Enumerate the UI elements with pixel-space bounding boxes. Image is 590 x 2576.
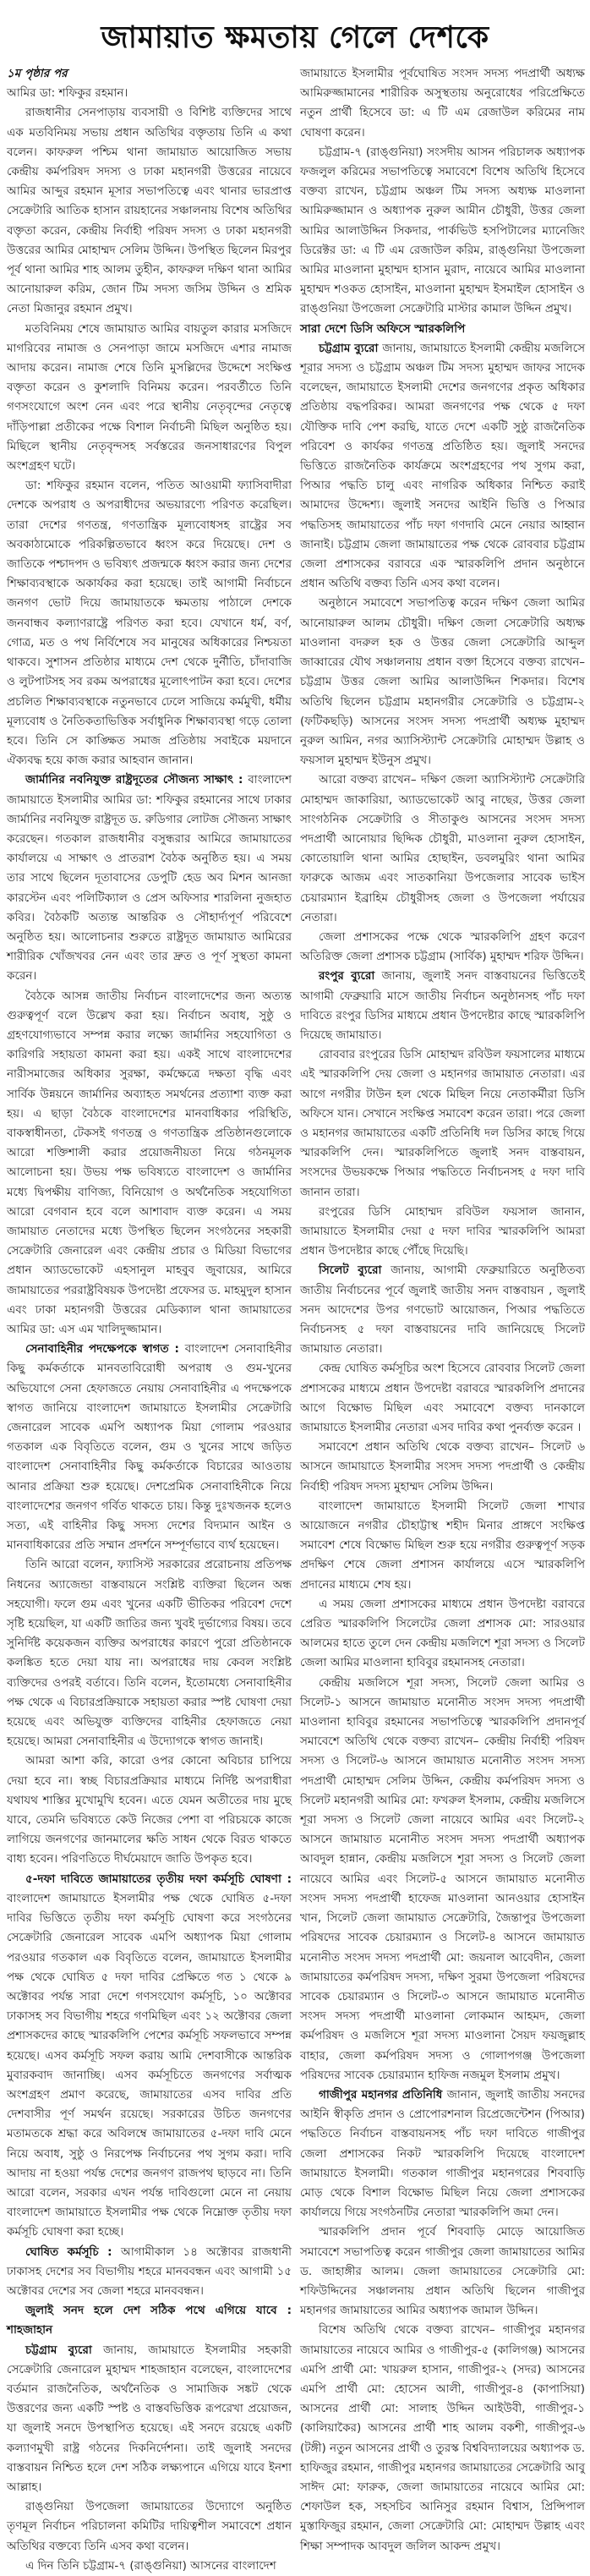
paragraph-text: কেন্দ্রীয় মজলিসে শূরা সদস্য, সিলেট জেলা আমির ও সিলেট-১ আসনে জামায়াত মনোনীত সংসদ সদস্য পদপ্রার্থী মাওলানা হাবিবুর রহমানের সভাপতিত্বে স্মারকলিপি প্রদানপূর্ব সমাবেশে অতিথি থেকে বক্তব্য রাখেন– কেন্দ্রীয় নির্বাহী পরিষদ সদস্য ও সিলেট-৬ আসনে জামায়াত মনোনীত সংসদ সদস্য পদপ্রার্থী মোহাম্মদ সেলিম উদ্দিন, কেন্দ্রীয় কর্মপরিষদ সদস্য ও সিলেট মহানগরী আমির মো: ফখরুল ইসলাম, কেন্দ্রীয় মজলিসে শূরা সদস্য ও সিলেট জেলা নায়েবে আমির এবং সিলেট-২ আসনে জামায়াত মনোনীত সংসদ সদস্য পদপ্রার্থী অধ্যাপক আবদুল হান্নান, কেন্দ্রীয় মজলিসে শূরা সদস্য ও সিলেট জেলা নায়েবে আমির এবং সিলেট-৫ আসনে জামায়াত মনোনীত সংসদ সদস্য পদপ্রার্থী হাফেজ মাওলানা আনওয়ার হোসাইন খান, সিলেট জেলা জামায়াত সেক্রেটারি, জৈন্তাপুর উপজেলা পরিষদের সাবেক চেয়ারম্যান ও সিলেট-৪ আসনে জামায়াত মনোনীত সংসদ সদস্য পদপ্রার্থী মো: জয়নাল আবেদীন, জেলা জামায়াতের কর্মপরিষদ সদস্য, দক্ষিণ সুরমা উপজেলা পরিষদের সাবেক চেয়ারম্যান ও সিলেট-৩ আসনে জামায়াত মনোনীত সংসদ সদস্য পদপ্রার্থী মাওলানা লোকমান আহমদ, জেলা কর্মপরিষদ ও মজলিসে শূরা সদস্য মাওলানা সৈয়দ ফয়জুল্লাহ বাহার, জেলা কর্মপরিষদ সদস্য ও গোলাপগঞ্জ উপজেলা পরিষদের সাবেক চেয়ারম্যান হাফিজ নজমুল ইসলাম প্রমুখ।	[300, 1675, 585, 2082]
paragraph	[300, 2321, 585, 2556]
paragraph	[7, 476, 292, 770]
paragraph	[300, 1359, 585, 1438]
paragraph-text: জুলাই সনদ হলে দেশ সঠিক পথে এগিয়ে যাবে : শাহজাহান	[7, 2304, 292, 2338]
left-column	[7, 64, 292, 2576]
paragraph	[7, 1340, 292, 1555]
paragraph	[7, 320, 292, 477]
paragraph	[300, 143, 585, 320]
paragraph-text: বাংলাদেশ জামায়াতে ইসলামীর পক্ষ থেকে ঘোষিত ৫-দফা দাবির ভিত্তিতে তৃতীয় দফা কর্মসূচি ঘোষণা করে সংগঠনের সেক্রেটারি জেনারেল সাবেক এমপি অধ্যাপক মিয়া গোলাম পরওয়ার গতকাল এক বিবৃতিতে বলেন, জামায়াতে ইসলামীর পক্ষ থেকে ঘোষিত ৫ দফা দাবির প্রেক্ষিতে গত ১ থেকে ৯ অক্টোবর পর্যন্ত সারা দেশে গণসংযোগ কর্মসূচি, ১০ অক্টোবর ঢাকাসহ সব বিভাগীয় শহরে গণমিছিল এবং ১২ অক্টোবর জেলা প্রশাসকদের কাছে স্মারকলিপি পেশের কর্মসূচি সফলভাবে সম্পন্ন হয়েছে। এসব কর্মসূচি সফল করায় আমি দেশবাসীকে আন্তরিক মুবারকবাদ জানাচ্ছি। এসব কর্মসূচিতে জনগণের সর্বাত্মক অংশগ্রহণ প্রমাণ করেছে, জামায়াতের এসব দাবির প্রতি দেশবাসীর পূর্ণ সমর্থন রয়েছে। সরকারের উচিত জনগণের মতামতকে শ্রদ্ধা করে অবিলম্বে জামায়াতের ৫-দফা দাবি মেনে নিয়ে অবাধ, সুষ্ঠু ও নিরপেক্ষ নির্বাচনের পথ সুগম করা। দাবি আদায় না হওয়া পর্যন্ত দেশের জনগণ রাজপথ ছাড়বে না। তিনি আরো বলেন, সরকার এখন পর্যন্ত দাবিগুলো মেনে না নেয়ায় বাংলাদেশ জামায়াতে ইসলামীর পক্ষ থেকে নিম্নোক্ত তৃতীয় দফা কর্মসূচি ঘোষণা করা হচ্ছে।	[7, 1891, 292, 2239]
paragraph-lead: রংপুর ব্যুরো	[319, 969, 382, 984]
paragraph	[7, 770, 292, 986]
paragraph-text: তিনি আরো বলেন, ফ্যাসিস্ট সরকারের প্ররোচনায় প্রতিপক্ষ নিধনের অ্যাজেন্ডা বাস্তবায়নে সংশ্লিষ্ট ব্যক্তিরা ছিলেন অন্ধ সহযোগী। ফলে গুম এবং খুনের একটি ভীতিকর পরিবেশ দেশে সৃষ্টি হয়েছিল, যা একটি জাতির জন্য খুবই দুর্ভাগ্যের বিষয়। তবে সুনির্দিষ্ট কয়েকজন ব্যক্তির অপরাধের কারণে পুরো প্রতিষ্ঠানকে কলঙ্কিত হতে দেয়া যায় না। অপরাধের দায় কেবল সংশ্লিষ্ট ব্যক্তিদের ওপরই বর্তাবে। তিনি বলেন, ইতোমধ্যে সেনাবাহিনীর পক্ষ থেকে এ বিচারপ্রক্রিয়াকে সহায়তা করার স্পষ্ট ঘোষণা দেয়া হয়েছে এবং অভিযুক্ত ব্যক্তিদের বাহিনীর হেফাজতে নেয়া হয়েছে। আমরা সেনাবাহিনীর এ উদ্যোগকে স্বাগত জানাই।	[7, 1558, 292, 1749]
paragraph-text: এ সময় জেলা প্রশাসকের মাধ্যমে প্রধান উপদেষ্টা বরাবরে প্রেরিত স্মারকলিপি সিলেটের জেলা প্রশাসক মো: সারওয়ার আলমের হাতে তুলে দেন কেন্দ্রীয় মজলিশে শূরা সদস্য ও সিলেট জেলা আমির মাওলানা হাবিবুর রহমানসহ নেতারা।	[300, 1597, 585, 1670]
paragraph	[7, 2243, 292, 2302]
paragraph-lead: ৫-দফা দাবিতে জামায়াতের তৃতীয় দফা কর্মসূচি ঘোষণা :	[25, 1872, 292, 1886]
paragraph-text: আরো বক্তব্য রাখেন– দক্ষিণ জেলা অ্যাসিস্ট্যান্ট সেক্রেটারি মোহাম্মদ জাকারিয়া, অ্যাডভোকেট আবু নাছের, উত্তর জেলা সাংগঠনিক সেক্রেটারি ও সীতাকুণ্ড আসনের সংসদ সদস্য পদপ্রার্থী আনোয়ার ছিদ্দিক চৌধুরী, মাওলানা নুরুল হোসাইন, কোতোয়ালি থানা আমির হোছাইন, ডবলমুরিং থানা আমির ফারুকে আজম এবং সাতকানিয়া উপজেলার সাবেক ভাইস চেয়ারম্যান ইব্রাহিম চৌধুরীসহ জেলা ও উপজেলা পর্যায়ের নেতারা।	[300, 773, 585, 924]
paragraph	[7, 84, 292, 103]
paragraph-text: আমির ডা: শফিকুর রহমান।	[7, 86, 128, 101]
continued-from-label: ১ম পৃষ্ঠার পর	[7, 67, 68, 80]
paragraph	[300, 64, 585, 143]
paragraph-text: রাজধানীর সেনপাড়ায় ব্যবসায়ী ও বিশিষ্ট ব্যক্তিদের সাথে এক মতবিনিময় সভায় প্রধান অতিথির বক্তৃতায় তিনি এ কথা বলেন। কাফরুল পশ্চিম থানা জামায়াত আয়োজিত সভায় কেন্দ্রীয় কর্মপরিষদ সদস্য ও ঢাকা মহানগরী উত্তরের নায়েবে আমির আব্দুর রহমান মূসার সভাপতিত্বে এবং থানার ভারপ্রাপ্ত সেক্রেটারি আতিক হাসান রায়হানের সঞ্চালনায় বিশেষ অতিথির বক্তৃতা করেন, কেন্দ্রীয় নির্বাহী পরিষদ সদস্য ও ঢাকা মহানগরী উত্তরের আমির মোহাম্মদ সেলিম উদ্দিন। উপস্থিত ছিলেন মিরপুর পূর্ব থানা আমির শাহ আলম তুহীন, কাফরুল দক্ষিণ থানা আমির আনোয়ারুল করিম, জোন টিম সদস্য জসিম উদ্দিন ও শ্রমিক নেতা মিজানুর রহমান প্রমুখ।	[7, 106, 292, 316]
paragraph	[300, 1203, 585, 1262]
paragraph	[300, 1497, 585, 1595]
paragraph	[300, 770, 585, 928]
paragraph	[7, 2341, 292, 2498]
paragraph-text: আমরা আশা করি, কারো ওপর কোনো অবিচার চাপিয়ে দেয়া হবে না। স্বচ্ছ বিচারপ্রক্রিয়ার মাধ্যমে নির্দিষ্ট অপরাধীরা যথাযথ শাস্তির মুখোমুখি হবেন। এতে যেমন অতীতের দায় মুছে যাবে, তেমনি ভবিষ্যতে কেউ নিজের পেশা বা পরিচয়কে কাজে লাগিয়ে জনগণের জানমালের ক্ষতি সাধন থেকে বিরত থাকতে বাধ্য হবেন। পরিণতিতে দীর্ঘমেয়াদে জাতি উপকৃত হবে।	[7, 1754, 292, 1866]
paragraph	[7, 64, 292, 84]
paragraph	[300, 967, 585, 1045]
section-heading	[300, 320, 585, 339]
paragraph-text: বৈঠকে আসন্ন জাতীয় নির্বাচন বাংলাদেশের জন্য অত্যন্ত গুরুত্বপূর্ণ বলে উল্লেখ করা হয়। নির্বাচন অবাধ, সুষ্ঠু ও গ্রহণযোগ্যভাবে সম্পন্ন করার লক্ষ্যে জার্মানির সহযোগিতা ও কারিগরি সহায়তা কামনা করা হয়। একই সাথে বাংলাদেশের নারীসমাজের অধিকার সুরক্ষা, কর্মক্ষেত্রে দক্ষতা বৃদ্ধি এবং সার্বিক উন্নয়নে জার্মানির অব্যাহত সমর্থনের প্রত্যাশা ব্যক্ত করা হয়। এ ছাড়া বৈঠকে বাংলাদেশের মানবাধিকার পরিস্থিতি, বাকস্বাধীনতা, টেকসই গণতন্ত্র ও গণতান্ত্রিক প্রতিষ্ঠানগুলোকে আরো শক্তিশালী করার প্রয়োজনীয়তা নিয়ে গঠনমূলক আলোচনা হয়। উভয় পক্ষ ভবিষ্যতে বাংলাদেশ ও জার্মানির মধ্যে দ্বিপক্ষীয় বাণিজ্য, বিনিয়োগ ও অর্থনৈতিক সহযোগিতা আরো বেগবান হবে বলে আশাবাদ ব্যক্ত করেন। এ সময় জামায়াত নেতাদের মধ্যে উপস্থিত ছিলেন সংগঠনের সহকারী সেক্রেটারি জেনারেল এবং কেন্দ্রীয় প্রচার ও মিডিয়া বিভাগের প্রধান অ্যাডভোকেট এহসানুল মাহবুব জুবায়ের, আমিরে জামায়াতের পররাষ্ট্রবিষয়ক উপদেষ্টা প্রফেসর ড. মাহমুদুল হাসান এবং ঢাকা মহানগরী উত্তরের মেডিক্যাল থানা জামায়াতের আমির ডা: এস এম খালিদুজ্জামান।	[7, 989, 292, 1336]
paragraph	[7, 1555, 292, 1751]
paragraph	[300, 1674, 585, 2085]
paragraph-text: সমাবেশে প্রধান অতিথি থেকে বক্তব্য রাখেন– সিলেট ৬ আসনে জামায়াতে ইসলামীর সংসদ সদস্য পদপ্রার্থী ও কেন্দ্রীয় নির্বাহী পরিষদ সদস্য মুহাম্মদ সেলিম উদ্দিন।	[300, 1440, 585, 1494]
paragraph	[300, 1045, 585, 1203]
right-column	[300, 64, 585, 2576]
paragraph-text: মতবিনিময় শেষে জামায়াত আমির বায়তুল কারার মসজিদে মাগরিবের নামাজ ও সেনপাড়া জামে মসজিদে এশার নামাজ আদায় করেন। নামাজ শেষে তিনি মুসল্লিদের উদ্দেশে সংক্ষিপ্ত বক্তৃতা করেন ও কুশলাদি বিনিময় করেন। পরবর্তীতে তিনি গণসংযোগে অংশ নেন এবং পরে স্থানীয় নেতৃবৃন্দের নেতৃত্বে দাঁড়িপাল্লা প্রতীকের পক্ষে বিশাল নির্বাচনী মিছিল অনুষ্ঠিত হয়। মিছিলে স্থানীয় নেতৃবৃন্দসহ সর্বস্তরের জনসাধারণের বিপুল অংশগ্রহণ ঘটে।	[7, 321, 292, 474]
paragraph-text: চট্টগ্রাম-৭ (রাঙ্গুনিয়া) সংসদীয় আসন পরিচালক অধ্যাপক ফজলুল করিমের সভাপতিত্বে সমাবেশে বিশেষ অতিথি হিসেবে বক্তব্য রাখেন, চট্টগ্রাম অঞ্চল টিম সদস্য অধ্যক্ষ মাওলানা আমিরুজ্জামান ও অধ্যাপক নুরুল আমীন চৌধুরী, উত্তর জেলা আমির আলাউদ্দিন সিকদার, পার্কভিউ হসপিটালের ম্যানেজিং ডিরেক্টর ডা: এ টি এম রেজাউল করিম, রাঙ্গুনিয়া উপজেলা আমির মাওলানা মুহাম্মদ হাসান মুরাদ, নায়েবে আমির মাওলানা মুহাম্মদ শওকত হোসাইন, মাওলানা মুহাম্মদ ইসমাইল হোসাইন ও রাঙ্গুনিয়া উপজেলা সেক্রেটারি মাস্টার কামাল উদ্দিন প্রমুখ।	[300, 145, 585, 316]
paragraph-text: বিশেষ অতিথি থেকে বক্তব্য রাখেন– গাজীপুর মহানগর জামায়াতের নায়েবে আমির ও গাজীপুর-৫ (কালিগঞ্জ) আসনের এমপি প্রার্থী মো: খায়রুল হাসান, গাজীপুর-২ (সদর) আসনের এমপি প্রার্থী মো: হোসেন আলী, গাজীপুর-৪ (কাপাসিয়া) আসনের প্রার্থী মো: সালাহ উদ্দিন আইউবী, গাজীপুর-১ (কালিয়াকৈর) আসনের প্রার্থী শাহ আলম বকশী, গাজীপুর-৬ (টঙ্গী) নতুন আসনের প্রার্থী ও তুরস্ক বিশ্ববিদ্যালয়ের অধ্যাপক ড. হাফিজুর রহমান, গাজীপুর মহানগর জামায়াতের সেক্রেটারি আবু সাঈদ মো: ফারুক, জেলা জামায়াতের নায়েবে আমির মো: শেফাউল হক, সহসচিব আনিসুর রহমান বিশ্বাস, প্রিন্সিপাল মুস্তাফিজুর রহমান, জেলা সেক্রেটারি মো: মোহাম্মদ উল্লাহ এবং শিক্ষা সম্পাদক আবদুল জলিল আকন্দ প্রমুখ।	[300, 2323, 585, 2553]
paragraph-text: বাংলাদেশ জামায়াতে ইসলামীর আমির ডা: শফিকুর রহমানের সাথে ঢাকার জার্মানির নবনিযুক্ত রাষ্ট্রদূত ড. রুডিগার লোটজ সৌজন্য সাক্ষাৎ করেছেন। গতকাল রাজধানীর বসুন্ধরার আমিরে জামায়াতের কার্যালয়ে এ সাক্ষাৎ ও প্রাতরাশ বৈঠক অনুষ্ঠিত হয়। এ সময় তার সাথে ছিলেন দূতাবাসের ডেপুটি হেড অব মিশন আনজা কারস্টেন এবং পলিটিক্যাল ও প্রেস অফিসার শারলিনা নুজহাত কবির। বৈঠকটি অত্যন্ত আন্তরিক ও সৌহার্দ্যপূর্ণ পরিবেশে অনুষ্ঠিত হয়। আলোচনার শুরুতে রাষ্ট্রদূত জামায়াত আমিরের শারীরিক খোঁজখবর নেন এবং তার দ্রুত ও পূর্ণ সুস্থতা কামনা করেন।	[7, 773, 292, 984]
paragraph-text: জানায়, আগামী ফেব্রুয়ারিতে অনুষ্ঠিতব্য জাতীয় নির্বাচনের পূর্বে জুলাই জাতীয় সনদ বাস্তবায়ন , জুলাই সনদ আদেশের উপর গণভোট আয়োজন, পিআর পদ্ধতিতে নির্বাচনসহ ৫ দফা বাস্তবায়নের দাবি জানিয়েছে সিলেট জামায়াত নেতারা।	[300, 1263, 586, 1357]
paragraph-lead: ঘোষিত কর্মসূচি :	[25, 2244, 122, 2259]
paragraph	[7, 1751, 292, 1869]
paragraph-text: কেন্দ্র ঘোষিত কর্মসূচির অংশ হিসেবে রোববার সিলেট জেলা প্রশাসকের মাধ্যমে প্রধান উপদেষ্টা বরাবরে স্মারকলিপি প্রদানের আগে বিক্ষোভ মিছিল এবং সমাবেশে বক্তব্য দানকালে জামায়াতে ইসলামীর নেতারা এসব দাবির কথা পুনর্ব্যক্ত করেন ।	[300, 1362, 585, 1435]
paragraph	[300, 928, 585, 967]
headline: জামায়াত ক্ষমতায় গেলে দেশকে	[101, 20, 489, 55]
paragraph-text: জানায়, জামায়াতে ইসলামীর সহকারী সেক্রেটারি জেনারেল মুহাম্মদ শাহজাহান বলেছেন, বাংলাদেশের বর্তমান রাজনৈতিক, অর্থনৈতিক ও সামাজিক সঙ্কট থেকে উত্তরণের জন্য একটি স্পষ্ট ও বাস্তবভিত্তিক রূপরেখা প্রয়োজন, যা জুলাই সনদে উপস্থাপিত হয়েছে। এই সনদে রয়েছে একটি কল্যাণমুখী রাষ্ট্র গঠনের দিকনির্দেশনা। তাই জুলাই সনদের বাস্তবায়ন নিশ্চিত হলে দেশ সঠিক লক্ষ্যপানে এগিয়ে যাবে ইনশা আল্লাহ।	[7, 2343, 292, 2494]
paragraph	[7, 987, 292, 1340]
paragraph-text: রোববার রংপুরের ডিসি মোহাম্মদ রবিউল ফয়সালের মাধ্যমে এই স্মারকলিপি দেয় জেলা ও মহানগর জামায়াত নেতারা। এর আগে নগরীর টাউন হল থেকে মিছিল নিয়ে নেতাকর্মীরা ডিসি অফিসে যান। সেখানে সংক্ষিপ্ত সমাবেশ করেন তারা। পরে জেলা ও মহানগর জামায়াতের একটি প্রতিনিধি দল ডিসির কাছে গিয়ে স্মারকলিপি দেন। স্মারকলিপিতে জুলাই সনদ বাস্তবায়ন, সংসদের উভয়কক্ষে পিআর পদ্ধতিতে নির্বাচনসহ ৫ দফা দাবি জানান তারা।	[300, 1048, 585, 1199]
paragraph	[300, 1438, 585, 1497]
paragraph	[300, 2222, 585, 2321]
paragraph	[300, 339, 585, 595]
paragraph-text: জানান, জুলাই জাতীয় সনদের আইনি স্বীকৃতি প্রদান ও প্রোপোরশনাল রিপ্রেজেন্টেশন (পিআর) পদ্ধতিতে নির্বাচন বাস্তবায়নসহ পাঁচ দফা দাবিতে গাজীপুর জেলা প্রশাসকের নিকট স্মারকলিপি দিয়েছে বাংলাদেশ জামায়াতে ইসলামী। গতকাল গাজীপুর মহানগরের শিববাড়ি মোড় থেকে বিশাল বিক্ষোভ মিছিল নিয়ে জেলা প্রশাসকের কার্যালয়ে গিয়ে সংগঠনটির নেতারা স্মারকলিপি জমা দেন।	[300, 2087, 585, 2220]
paragraph-text: জেলা প্রশাসকের পক্ষে থেকে স্মারকলিপি গ্রহণ করেণ অতিরিক্ত জেলা প্রশাসক চট্টগ্রাম (সার্বিক) মুহাম্মদ শরিফ উদ্দিন।	[300, 929, 585, 964]
paragraph	[7, 2557, 292, 2576]
paragraph-text: জামায়াতে ইসলামীর পূর্বঘোষিত সংসদ সদস্য পদপ্রার্থী অধ্যক্ষ আমিরুজ্জামানের শারীরিক অসুস্থতায় অনুরোধের পরিপ্রেক্ষিতে নতুন প্রার্থী হিসেবে ডা: এ টি এম রেজাউল করিমের নাম ঘোষণা করেন।	[300, 67, 585, 140]
paragraph-text: অনুষ্ঠানে সমাবেশে সভাপতিত্ব করেন দক্ষিণ জেলা আমির আনোয়ারুল আলম চৌধুরী। দক্ষিণ জেলা সেক্রেটারি অধ্যক্ষ মাওলানা বদরুল হক ও উত্তর জেলা সেক্রেটারি আব্দুল জাব্বারের যৌথ সঞ্চালনায় প্রধান বক্তা হিসেবে বক্তব্য রাখেন– চট্টগ্রাম উত্তর জেলা আমির আলাউদ্দিন শিকদার। বিশেষ অতিথি ছিলেন চট্টগ্রাম মহানগরীর সেক্রেটারি ও চট্টগ্রাম-২ (ফটিকছড়ি) আসনের সংসদ সদস্য পদপ্রার্থী অধ্যক্ষ মুহাম্মদ নুরুল আমিন, নগর অ্যাসিস্ট্যান্ট সেক্রেটারি মোহাম্মদ উল্লাহ ও ফয়সাল মুহাম্মদ ইউনুস প্রমুখ।	[300, 596, 585, 768]
paragraph-lead: চট্টগ্রাম ব্যুরো	[25, 2343, 104, 2357]
paragraph	[7, 1870, 292, 2243]
paragraph	[7, 2497, 292, 2557]
paragraph-text: সারা দেশে ডিসি অফিসে স্মারকলিপি	[300, 321, 466, 336]
paragraph	[300, 1261, 585, 1359]
paragraph-lead: সেনাবাহিনীর পদক্ষেপকে স্বাগত :	[25, 1342, 185, 1357]
paragraph	[300, 594, 585, 770]
paragraph-text: আগামীকাল ১৪ অক্টোবর রাজধানী ঢাকাসহ দেশের সব বিভাগীয় শহরে মানববন্ধন এবং আগামী ১৫ অক্টোবর দেশের সব জেলা শহরে মানববন্ধন।	[7, 2244, 292, 2298]
paragraph-text: জানায়, জুলাই সনদ বাস্তবায়নের ভিত্তিতেই আগামী ফেব্রুয়ারি মাসে জাতীয় নির্বাচন অনুষ্ঠানসহ পাঁচ দফা দাবিতে রংপুর ডিসির মাধ্যমে প্রধান উপদেষ্টার কাছে স্মারকলিপি দিয়েছে জামায়াত।	[300, 969, 585, 1042]
paragraph-text: রাঙ্গুনিয়া উপজেলা জামায়াতের উদ্যোগে অনুষ্ঠিত তৃণমূল নির্বাচন পরিচালনা কমিটির দায়িত্বশীল সমাবেশে প্রধান অতিথির বক্তব্যে তিনি এসব কথা বলেন।	[7, 2500, 292, 2553]
paragraph-text: রংপুরের ডিসি মোহাম্মদ রবিউল ফয়সাল জানান, জামায়াতে ইসলামীর দেয়া ৫ দফা দাবির স্মারকলিপি আমরা প্রধান উপদেষ্টার কাছে পৌঁছে দিয়েছি।	[300, 1204, 585, 1258]
paragraph	[7, 103, 292, 319]
article-body	[0, 64, 590, 2576]
paragraph	[300, 1595, 585, 1674]
paragraph-lead: সিলেট ব্যুরো	[319, 1263, 391, 1278]
paragraph-lead: চট্টগ্রাম ব্যুরো	[319, 341, 383, 355]
paragraph-text: বাংলাদেশ সেনাবাহিনীর কিছু কর্মকর্তাকে মানবতাবিরোধী অপরাধ ও গুম-খুনের অভিযোগে সেনা হেফাজতে নেয়ায় সেনাবাহিনীর এ পদক্ষেপকে স্বাগত জানিয়ে বাংলাদেশ জামায়াতে ইসলামীর সেক্রেটারি জেনারেল সাবেক এমপি অধ্যাপক মিয়া গোলাম পরওয়ার গতকাল এক বিবৃতিতে বলেন, গুম ও খুনের সাথে জড়িত বাংলাদেশ সেনাবাহিনীর কিছু কর্মকর্তাকে বিচারের আওতায় আনার প্রক্রিয়া শুরু হয়েছে। দেশপ্রেমিক সেনাবাহিনীকে নিয়ে বাংলাদেশের জনগণ গর্বিত থাকতে চায়। কিন্তু দুঃখজনক হলেও সত্য, এই বাহিনীর কিছু সদস্য দেশের বিদ্যমান আইন ও মানবাধিকারের প্রতি সম্মান প্রদর্শনে সম্পূর্ণভাবে ব্যর্থ হয়েছেন।	[7, 1342, 292, 1553]
paragraph-text: বাংলাদেশ জামায়াতে ইসলামী সিলেট জেলা শাখার আয়োজনে নগরীর চৌহাট্টাস্থ শহীদ মিনার প্রাঙ্গণে সংক্ষিপ্ত সমাবেশ শেষে বিক্ষোভ মিছিল শুরু হয়ে নগরীর গুরুত্বপূর্ণ সড়ক প্রদক্ষিণ শেষে জেলা প্রশাসন কার্যালয়ে এসে স্মারকলিপি প্রদানের মাধ্যমে শেষ হয়।	[300, 1499, 585, 1592]
paragraph-lead: গাজীপুর মহানগর প্রতিনিধি	[319, 2087, 447, 2102]
paragraph	[300, 2085, 585, 2222]
paragraph-lead: জার্মানির নবনিযুক্ত রাষ্ট্রদূতের সৌজন্য সাক্ষাৎ :	[25, 773, 249, 787]
paragraph-text: ডা: শফিকুর রহমান বলেন, পতিত আওয়ামী ফ্যাসিবাদীরা দেশকে অপরাধ ও অপরাধীদের অভয়ারণ্যে পরিণত করেছিল। তারা দেশের গণতন্ত্র, গণতান্ত্রিক মূল্যবোধসহ রাষ্ট্রের সব অবকাঠামোকে পরিকল্পিতভাবে ধ্বংস করে দিয়েছে। দেশ ও জাতিকে পশ্চাদপদ ও ভবিষ্যৎ প্রজন্মকে ধ্বংস করার জন্য দেশের শিক্ষাব্যবস্থাকে অকার্যকর করা হয়েছে। তাই আগামী নির্বাচনে জনগণ ভোট দিয়ে জামায়াতকে ক্ষমতায় পাঠালে দেশকে জনবান্ধব কল্যাণরাষ্ট্রে পরিণত করা হবে। যেখানে ধর্ম, বর্ণ, গোত্র, মত ও পথ নির্বিশেষে সব মানুষের অধিকারের নিশ্চয়তা থাকবে। সুশাসন প্রতিষ্ঠার মাধ্যমে দেশ থেকে দুর্নীতি, চাঁদাবাজি ও লুটপাটসহ সব রকম অপরাধের মূলোৎপাটন করা হবে। দেশের প্রচলিত শিক্ষাব্যবস্থাকে নতুনভাবে ঢেলে সাজিয়ে কর্মমুখী, ধর্মীয় মূল্যবোধ ও নৈতিকতাভিত্তিক সর্বাধুনিক শিক্ষাব্যবস্থা গড়ে তোলা হবে। তিনি সে কাঙ্ক্ষিত সমাজ প্রতিষ্ঠায় সবাইকে ময়দানে ঐক্যবদ্ধ হয়ে কাজ করার আহবান জানান।	[7, 479, 292, 768]
section-heading	[7, 2301, 292, 2340]
paragraph-text: জানায়, জামায়াতে ইসলামী কেন্দ্রীয় মজলিসে শূরার সদস্য ও চট্টগ্রাম অঞ্চল টিম সদস্য মুহাম্মদ জাফর সাদেক বলেছেন, জামায়াতে ইসলামী দেশের জনগণের প্রকৃত অধিকার প্রতিষ্ঠায় বদ্ধপরিকর। আমরা জনগণের পক্ষ থেকে ৫ দফা যৌক্তিক দাবি পেশ করছি, যাতে দেশে একটি সুষ্ঠু রাজনৈতিক পরিবেশ ও কার্যকর গণতন্ত্র প্রতিষ্ঠিত হয়। জুলাই সনদের ভিত্তিতে রাজনৈতিক কার্যক্রমে অংশগ্রহণের পথ সুগম করা, পিআর পদ্ধতি চালু এবং নাগরিক অধিকার নিশ্চিত করাই আমাদের উদ্দেশ্য। জুলাই সনদের আইনি ভিত্তি ও পিআর পদ্ধতিসহ জামায়াতের পাঁচ দফা গণদাবি মেনে নেয়ার আহ্বান জানাই। চট্টগ্রাম জেলা জামায়াতের পক্ষ থেকে রোববার চট্টগ্রাম জেলা প্রশাসকের বরাবরে এক স্মারকলিপি প্রদান অনুষ্ঠানে প্রধান অতিথি বক্তব্য তিনি এসব কথা বলেন।	[300, 341, 586, 591]
paragraph-text: স্মারকলিপি প্রদান পূর্বে শিববাড়ি মোড়ে আয়োজিত সমাবেশে সভাপতিত্ব করেন গাজীপুর জেলা জামায়াতের আমির ড. জাহাঙ্গীর আলম। জেলা জামায়াতের সেক্রেটারি মো: শফিউদ্দিনের সঞ্চালনায় প্রধান অতিথি ছিলেন গাজীপুর মহানগর জামায়াতের আমির অধ্যাপক জামাল উদ্দিন।	[300, 2225, 585, 2318]
paragraph-text: এ দিন তিনি চট্টগ্রাম-৭ (রাঙ্গুনিয়া) আসনের বাংলাদেশ	[25, 2558, 276, 2573]
